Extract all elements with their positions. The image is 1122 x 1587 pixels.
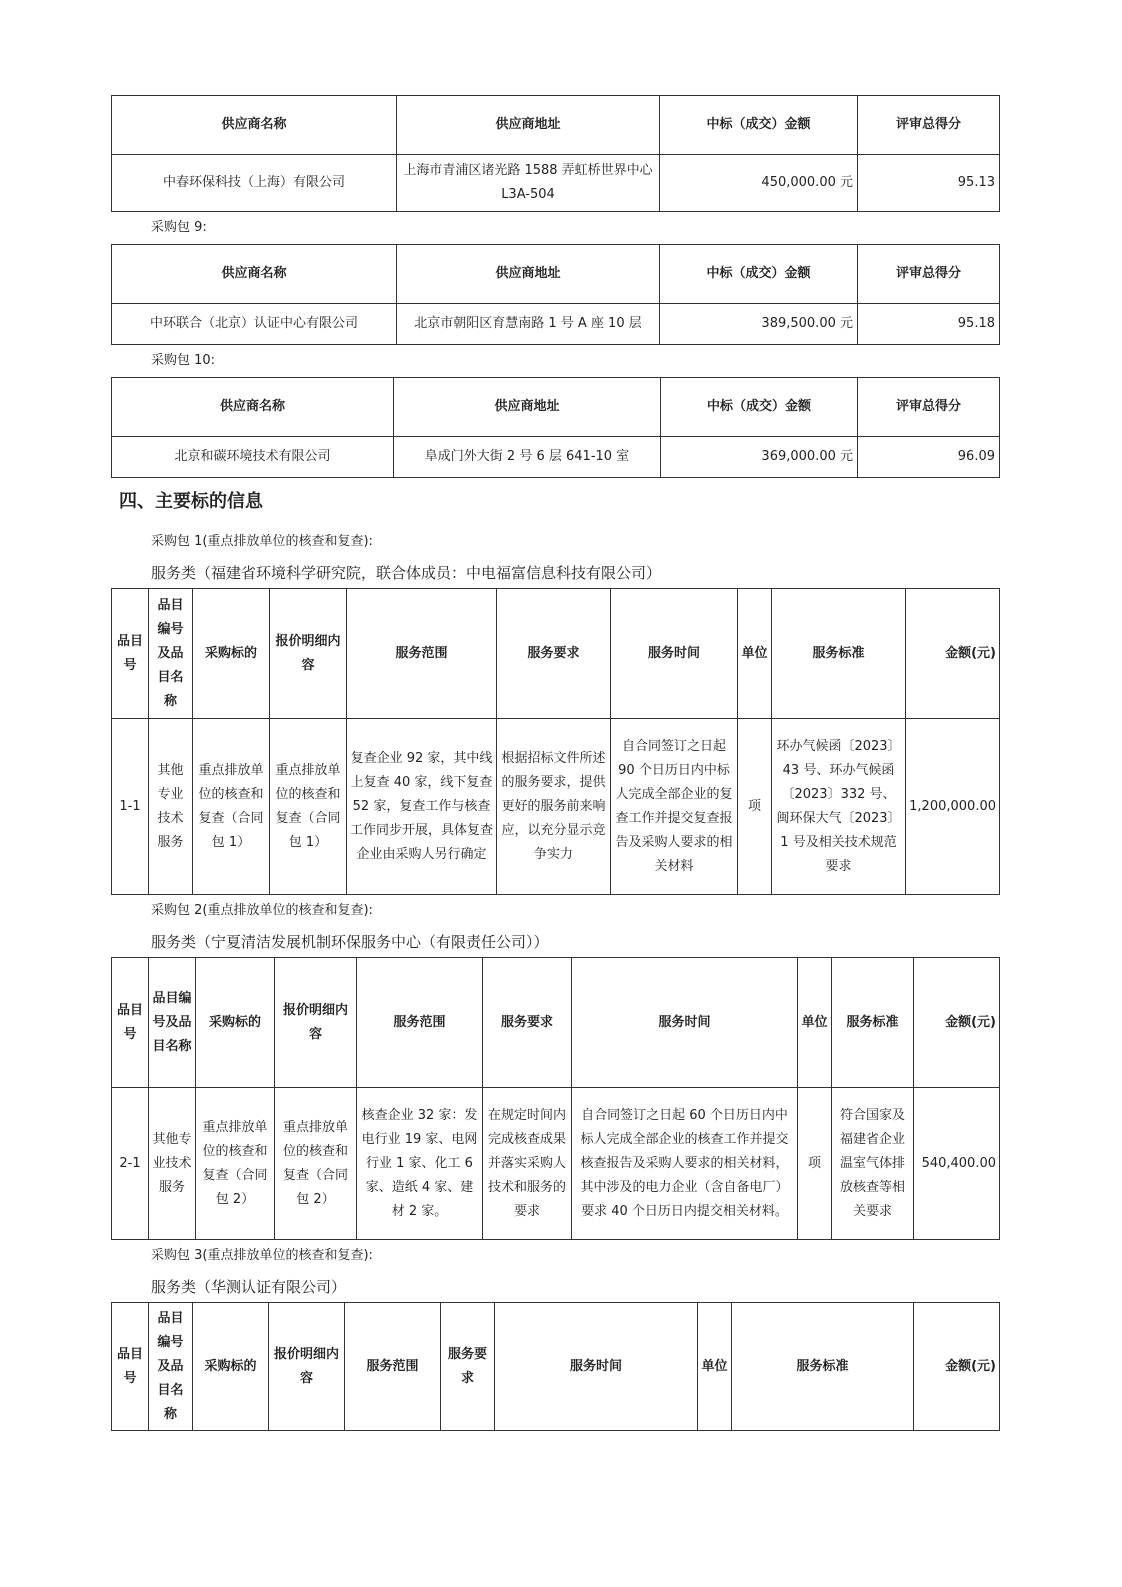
header-quote-detail: 报价明细内容 (275, 958, 357, 1088)
header-service-scope: 服务范围 (345, 1303, 441, 1431)
header-supplier-name: 供应商名称 (112, 245, 397, 304)
procurement-target: 重点排放单位的核查和复查（合同包 1） (193, 719, 270, 895)
item-package-1-label: 采购包 1(重点排放单位的核查和复查): (151, 534, 373, 549)
service-scope: 核查企业 32 家：发电行业 19 家、电网行业 1 家、化工 6 家、造纸 4 家、建材 2 家。 (357, 1088, 483, 1240)
supplier-name: 北京和碳环境技术有限公司 (112, 437, 394, 478)
unit: 项 (798, 1088, 832, 1240)
total-score: 96.09 (858, 437, 1000, 478)
supplier-table-package-10 (111, 377, 1000, 478)
header-unit: 单位 (698, 1303, 732, 1431)
item-package-2-service: 服务类（宁夏清洁发展机制环保服务中心（有限责任公司）） (151, 933, 549, 951)
header-supplier-address: 供应商地址 (397, 96, 660, 155)
service-time: 自合同签订之日起 90 个日历日内中标人完成全部企业的复查工作并提交复查报告及采购人要求的相关材料 (611, 719, 738, 895)
item-package-3-service: 服务类（华测认证有限公司） (151, 1278, 347, 1296)
header-procurement-target: 采购标的 (196, 958, 275, 1088)
header-supplier-name: 供应商名称 (112, 378, 394, 437)
header-service-time: 服务时间 (495, 1303, 698, 1431)
header-supplier-address: 供应商地址 (397, 245, 660, 304)
award-amount: 450,000.00 元 (660, 155, 858, 212)
header-item-category: 品目编号及品目名称 (149, 589, 193, 719)
header-item-no: 品目号 (112, 1303, 149, 1431)
supplier-address: 上海市青浦区诸光路 1588 弄虹桥世界中心 L3A-504 (397, 155, 660, 212)
quote-detail: 重点排放单位的核查和复查（合同包 1） (270, 719, 347, 895)
header-quote-detail: 报价明细内容 (270, 589, 347, 719)
header-service-requirement: 服务要求 (483, 958, 572, 1088)
service-time: 自合同签订之日起 60 个日历日内中标人完成全部企业的核查工作并提交核查报告及采购人要求的相关材料，其中涉及的电力企业（含自备电厂）要求 40 个日历日内提交相关材料。 (572, 1088, 798, 1240)
header-service-time: 服务时间 (572, 958, 798, 1088)
header-service-requirement: 服务要求 (497, 589, 611, 719)
header-quote-detail: 报价明细内容 (269, 1303, 345, 1431)
header-amount: 金额(元) (914, 1303, 1000, 1431)
document-page (111, 95, 999, 1431)
header-procurement-target: 采购标的 (193, 1303, 269, 1431)
header-service-standard: 服务标准 (772, 589, 906, 719)
header-service-scope: 服务范围 (357, 958, 483, 1088)
header-item-category: 品目编号及品目名称 (149, 958, 196, 1088)
table-row (112, 1088, 1000, 1240)
header-procurement-target: 采购标的 (193, 589, 270, 719)
amount: 540,400.00 (914, 1088, 1000, 1240)
unit: 项 (738, 719, 772, 895)
item-no: 2-1 (112, 1088, 149, 1240)
header-unit: 单位 (738, 589, 772, 719)
service-standard: 环办气候函〔2023〕43 号、环办气候函〔2023〕332 号、闽环保大气〔2023〕1 号及相关技术规范要求 (772, 719, 906, 895)
item-table-package-2 (111, 957, 1000, 1240)
header-service-standard: 服务标准 (832, 958, 914, 1088)
header-amount: 金额(元) (906, 589, 1000, 719)
header-total-score: 评审总得分 (858, 96, 1000, 155)
table-row (112, 304, 1000, 345)
total-score: 95.18 (858, 304, 1000, 345)
header-unit: 单位 (798, 958, 832, 1088)
amount: 1,200,000.00 (906, 719, 1000, 895)
supplier-name: 中春环保科技（上海）有限公司 (112, 155, 397, 212)
procurement-target: 重点排放单位的核查和复查（合同包 2） (196, 1088, 275, 1240)
service-scope: 复查企业 92 家，其中线上复查 40 家，线下复查 52 家，复查工作与核查工作同步开展，具体复查企业由采购人另行确定 (347, 719, 497, 895)
header-total-score: 评审总得分 (858, 245, 1000, 304)
table-row (112, 719, 1000, 895)
supplier-address: 阜成门外大街 2 号 6 层 641-10 室 (394, 437, 661, 478)
service-standard: 符合国家及福建省企业温室气体排放核查等相关要求 (832, 1088, 914, 1240)
header-award-amount: 中标（成交）金额 (661, 378, 858, 437)
supplier-table-top (111, 95, 1000, 212)
award-amount: 389,500.00 元 (660, 304, 858, 345)
header-total-score: 评审总得分 (858, 378, 1000, 437)
header-service-requirement: 服务要求 (441, 1303, 495, 1431)
header-award-amount: 中标（成交）金额 (660, 96, 858, 155)
total-score: 95.13 (858, 155, 1000, 212)
section-title: 四、主要标的信息 (119, 491, 263, 512)
supplier-name: 中环联合（北京）认证中心有限公司 (112, 304, 397, 345)
header-service-time: 服务时间 (611, 589, 738, 719)
header-item-no: 品目号 (112, 958, 149, 1088)
item-package-1-service: 服务类（福建省环境科学研究院，联合体成员：中电福富信息科技有限公司） (151, 564, 662, 582)
item-no: 1-1 (112, 719, 149, 895)
service-requirement: 根据招标文件所述的服务要求，提供更好的服务前来响应，以充分显示竞争实力 (497, 719, 611, 895)
item-category: 其他专业技术服务 (149, 1088, 196, 1240)
item-table-package-3 (111, 1302, 1000, 1431)
supplier-address: 北京市朝阳区育慧南路 1 号 A 座 10 层 (397, 304, 660, 345)
package-10-label: 采购包 10: (151, 353, 216, 368)
item-package-2-label: 采购包 2(重点排放单位的核查和复查): (151, 903, 373, 918)
header-item-no: 品目号 (112, 589, 149, 719)
package-9-label: 采购包 9: (151, 220, 207, 235)
supplier-table-package-9 (111, 244, 1000, 345)
header-item-category: 品目编号及品目名称 (149, 1303, 193, 1431)
header-amount: 金额(元) (914, 958, 1000, 1088)
header-supplier-name: 供应商名称 (112, 96, 397, 155)
header-service-standard: 服务标准 (732, 1303, 914, 1431)
service-requirement: 在规定时间内完成核查成果并落实采购人技术和服务的要求 (483, 1088, 572, 1240)
item-package-3-label: 采购包 3(重点排放单位的核查和复查): (151, 1248, 373, 1263)
header-service-scope: 服务范围 (347, 589, 497, 719)
header-supplier-address: 供应商地址 (394, 378, 661, 437)
quote-detail: 重点排放单位的核查和复查（合同包 2） (275, 1088, 357, 1240)
table-row (112, 155, 1000, 212)
header-award-amount: 中标（成交）金额 (660, 245, 858, 304)
item-table-package-1 (111, 588, 1000, 895)
award-amount: 369,000.00 元 (661, 437, 858, 478)
table-row (112, 437, 1000, 478)
item-category: 其他专业技术服务 (149, 719, 193, 895)
